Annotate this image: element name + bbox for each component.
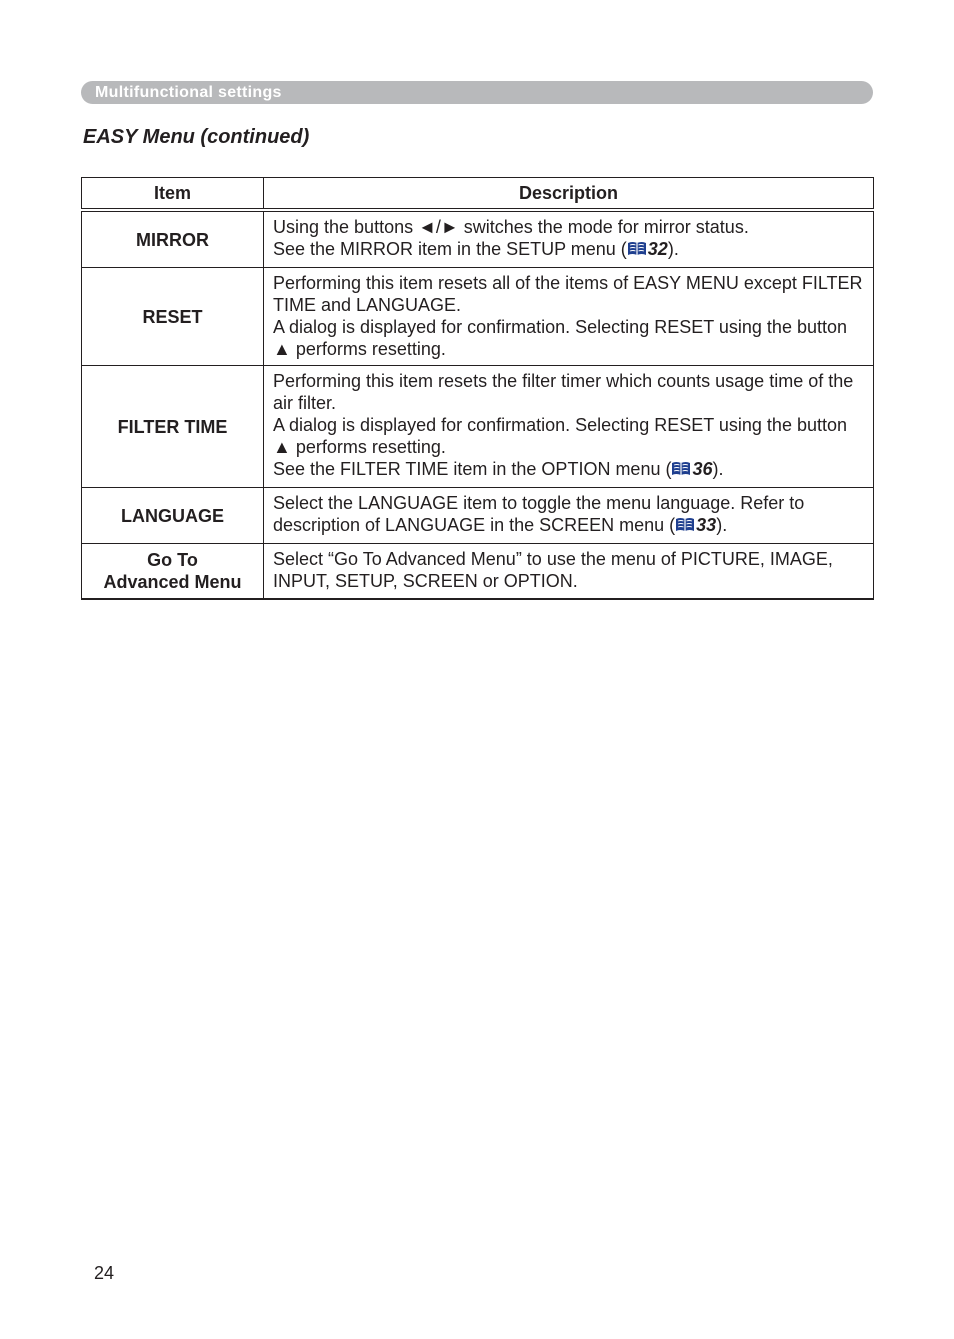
description-line: Using the buttons ◄/► switches the mode for mirror status. — [273, 217, 749, 237]
description-line: Performing this item resets all of the items of EASY MENU except FILTER TIME and LANGUAGE. — [273, 273, 863, 315]
table-header-row — [82, 178, 874, 211]
reference-page: 36 — [692, 459, 713, 479]
item-name: RESET — [82, 268, 264, 366]
reference-suffix: ). — [712, 459, 724, 479]
item-description — [264, 544, 874, 599]
description-reference — [273, 492, 865, 538]
description-line: A dialog is displayed for confirmation. Selecting RESET using the button ▲ performs resetting. — [273, 317, 847, 359]
column-header-item: Item — [82, 178, 264, 211]
item-name: FILTER TIME — [82, 366, 264, 488]
table-row-go-to-advanced-menu — [82, 544, 874, 599]
item-description — [264, 268, 874, 366]
reference-page: 32 — [647, 239, 668, 259]
item-name: MIRROR — [82, 210, 264, 268]
page-heading: EASY Menu (continued) — [83, 126, 310, 148]
easy-menu-table — [81, 177, 874, 600]
description-line: Performing this item resets the filter timer which counts usage time of the air filter. — [273, 371, 854, 413]
book-icon — [675, 516, 695, 538]
description-reference — [273, 238, 865, 262]
item-name: LANGUAGE — [82, 488, 264, 544]
item-description — [264, 366, 874, 488]
book-icon — [627, 240, 647, 262]
reference-text: See the MIRROR item in the SETUP menu ( — [273, 239, 627, 259]
reference-suffix: ). — [667, 239, 679, 259]
column-header-description: Description — [264, 178, 874, 211]
description-reference — [273, 458, 865, 482]
description-line: A dialog is displayed for confirmation. Selecting RESET using the button ▲ performs resetting. — [273, 415, 847, 457]
item-name — [82, 544, 264, 599]
reference-page: 33 — [696, 515, 717, 535]
table-row-reset — [82, 268, 874, 366]
book-icon — [671, 460, 691, 482]
section-header-bar — [81, 81, 873, 104]
reference-suffix: ). — [716, 515, 728, 535]
table-row-mirror — [82, 210, 874, 268]
reference-text: Select the LANGUAGE item to toggle the menu language. Refer to description of LANGUAGE in the SCREEN menu ( — [273, 493, 805, 535]
table-row-filter-time — [82, 366, 874, 488]
item-description — [264, 210, 874, 268]
page-number: 24 — [94, 1263, 115, 1283]
reference-text: See the FILTER TIME item in the OPTION menu ( — [273, 459, 672, 479]
section-title: Multifunctional settings — [95, 84, 282, 101]
description-line: Select “Go To Advanced Menu” to use the menu of PICTURE, IMAGE, INPUT, SETUP, SCREEN or OPTION. — [273, 549, 833, 592]
table-row-language — [82, 488, 874, 544]
item-name-line: Go To — [147, 549, 198, 570]
item-description — [264, 488, 874, 544]
item-name-line: Advanced Menu — [103, 571, 242, 592]
